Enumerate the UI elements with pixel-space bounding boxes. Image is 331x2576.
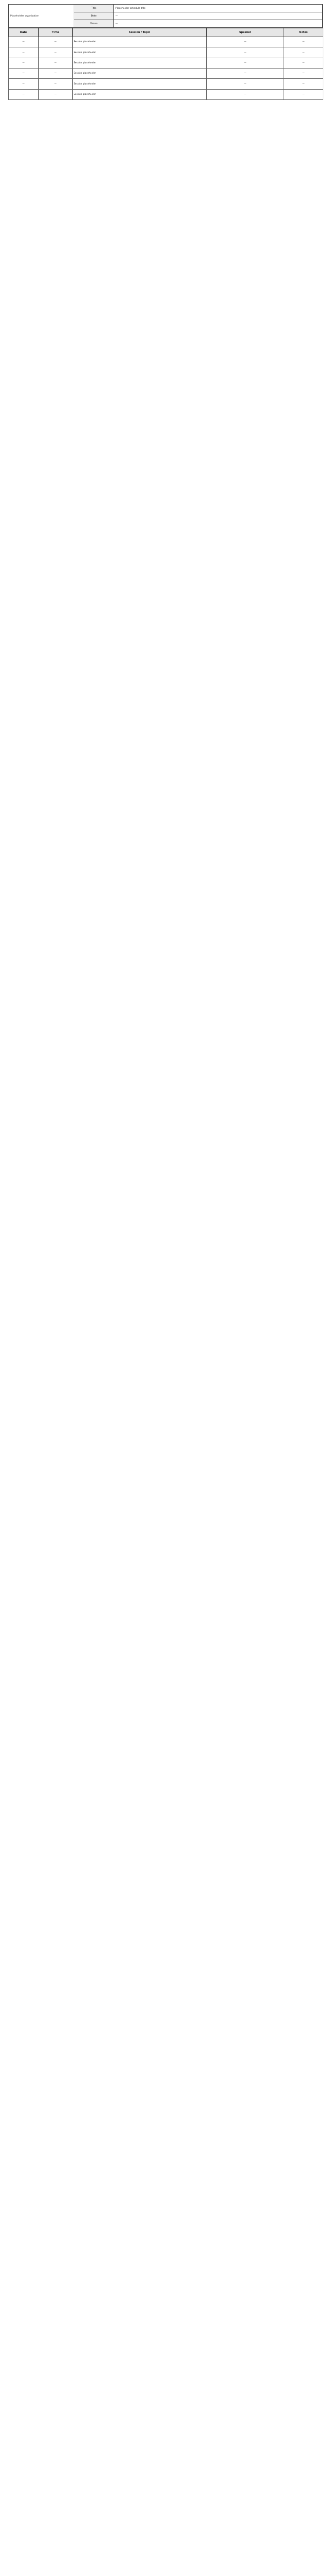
notes-cell: — bbox=[284, 37, 323, 47]
schedule-table bbox=[8, 28, 323, 100]
notes-cell: — bbox=[284, 58, 323, 68]
time-cell: — bbox=[39, 79, 73, 89]
topic-cell: Session placeholder bbox=[73, 89, 207, 99]
notes-cell: — bbox=[284, 89, 323, 99]
date-cell: — bbox=[9, 69, 39, 79]
topic-cell: Session placeholder bbox=[73, 69, 207, 79]
time-cell: — bbox=[39, 69, 73, 79]
time-cell: — bbox=[39, 37, 73, 47]
table-row bbox=[9, 37, 323, 47]
column-header: Speaker bbox=[207, 28, 284, 37]
topic-cell: Session placeholder bbox=[73, 37, 207, 47]
table-row bbox=[9, 69, 323, 79]
column-header: Session / Topic bbox=[73, 28, 207, 37]
event-venue: — bbox=[114, 20, 323, 28]
date-cell: — bbox=[9, 79, 39, 89]
event-title: Placeholder schedule title bbox=[114, 5, 323, 12]
speaker-cell: — bbox=[207, 79, 284, 89]
topic-cell: Session placeholder bbox=[73, 79, 207, 89]
time-cell: — bbox=[39, 47, 73, 58]
notes-cell: — bbox=[284, 79, 323, 89]
speaker-cell: — bbox=[207, 69, 284, 79]
notes-cell: — bbox=[284, 69, 323, 79]
table-row bbox=[9, 89, 323, 99]
speaker-cell: — bbox=[207, 89, 284, 99]
venue-label: Venue bbox=[74, 20, 114, 28]
notes-cell: — bbox=[284, 47, 323, 58]
date-cell: — bbox=[9, 89, 39, 99]
speaker-cell: — bbox=[207, 58, 284, 68]
time-cell: — bbox=[39, 58, 73, 68]
speaker-cell: — bbox=[207, 47, 284, 58]
topic-cell: Session placeholder bbox=[73, 58, 207, 68]
column-header: Time bbox=[39, 28, 73, 37]
column-header: Date bbox=[9, 28, 39, 37]
date-label: Date bbox=[74, 12, 114, 20]
date-cell: — bbox=[9, 58, 39, 68]
date-cell: — bbox=[9, 37, 39, 47]
schedule-header-row bbox=[9, 28, 323, 37]
column-header: Notes bbox=[284, 28, 323, 37]
header-table bbox=[8, 4, 323, 28]
date-cell: — bbox=[9, 47, 39, 58]
table-row bbox=[9, 58, 323, 68]
table-row bbox=[9, 47, 323, 58]
speaker-cell: — bbox=[207, 37, 284, 47]
schedule-body bbox=[9, 37, 323, 100]
event-date: — bbox=[114, 12, 323, 20]
table-row bbox=[9, 79, 323, 89]
organization-name: Placeholder organization bbox=[9, 5, 74, 28]
time-cell: — bbox=[39, 89, 73, 99]
topic-cell: Session placeholder bbox=[73, 47, 207, 58]
title-label: Title bbox=[74, 5, 114, 12]
